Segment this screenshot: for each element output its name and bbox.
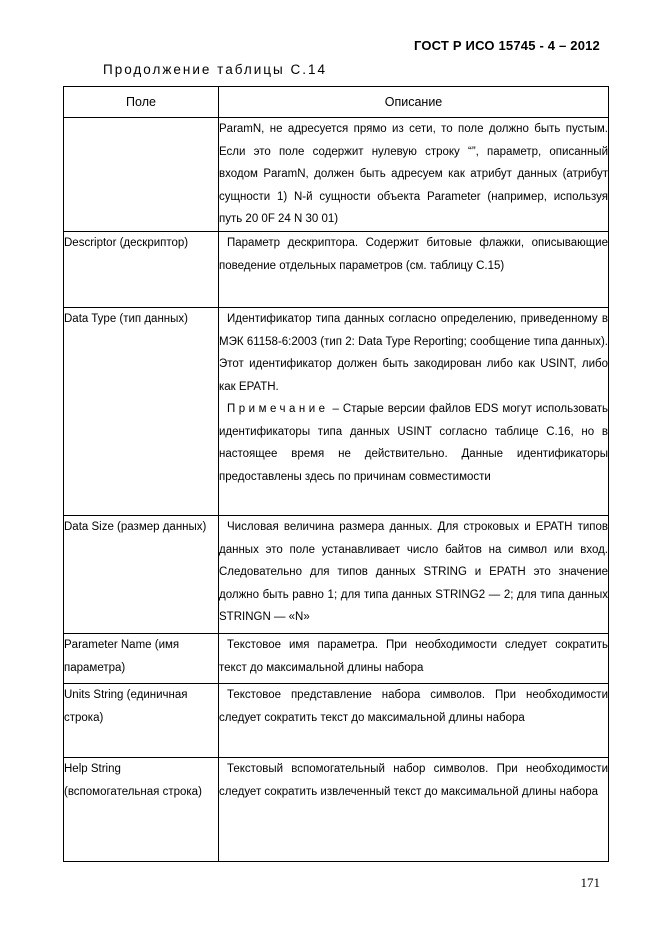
description-text: ParamN, не адресуется прямо из сети, то поле должно быть пустым. Если это поле содержит нулевую строку “”, параметр, описанный входом ParamN, должен быть адресуем как атрибут данных (атрибут сущности 1) N-й сущности объекта Parameter (например, используя путь 20 0F 24 N 30 01) <box>219 123 608 225</box>
note-label: Примечание <box>227 403 329 415</box>
field-cell: Help String (вспомогательная строка) <box>64 758 219 862</box>
field-cell: Parameter Name (имя параметра) <box>64 634 219 684</box>
parameters-table <box>63 86 609 862</box>
page-number: 171 <box>580 875 600 890</box>
field-cell <box>64 118 219 232</box>
field-cell: Data Type (тип данных) <box>64 308 219 516</box>
description-text: Текстовый вспомогательный набор символов. При необходимости следует сократить извлеченный текст до максимальной длины набора <box>219 763 608 798</box>
table-row <box>64 308 609 516</box>
description-cell <box>219 118 609 232</box>
description-text: Параметр дескриптора. Содержит битовые флажки, описывающие поведение отдельных параметров (см. таблицу С.15) <box>219 237 608 272</box>
table-row <box>64 232 609 308</box>
description-text: Идентификатор типа данных согласно определению, приведенному в МЭК 61158-6:2003 (тип 2: Data Type Reporting; сообщение типа данных). Этот идентификатор должен быть закодирован либо как USINT, либо как EPATH. <box>219 313 608 393</box>
description-cell <box>219 684 609 758</box>
column-header-description: Описание <box>219 87 609 118</box>
table-header-row <box>64 87 609 118</box>
field-cell: Descriptor (дескриптор) <box>64 232 219 308</box>
table-caption: Продолжение таблицы С.14 <box>103 62 327 77</box>
description-cell <box>219 634 609 684</box>
note-text: – Старые версии файлов EDS могут использовать идентификаторы типа данных USINT согласно таблице С.16, но в настоящее время не действительно. Данные идентификаторы предоставлены здесь по причинам совместимости <box>219 403 608 483</box>
description-text: Текстовое имя параметра. При необходимости следует сократить текст до максимальной длины набора <box>219 639 608 674</box>
description-text: Числовая величина размера данных. Для строковых и EPATH типов данных это поле устанавливает число байтов на символ или вход. Следовательно для типов данных STRING и EPATH это значение должно быть равно 1; для типа данных STRING2 — 2; для типа данных STRINGN — «N» <box>219 521 608 623</box>
table-row <box>64 634 609 684</box>
description-cell <box>219 232 609 308</box>
table-row <box>64 118 609 232</box>
column-header-field: Поле <box>64 87 219 118</box>
table-row <box>64 684 609 758</box>
standard-header: ГОСТ Р ИСО 15745 - 4 – 2012 <box>413 38 600 53</box>
table-row <box>64 758 609 862</box>
description-cell <box>219 516 609 634</box>
field-cell: Units String (единичная строка) <box>64 684 219 758</box>
field-cell: Data Size (размер данных) <box>64 516 219 634</box>
table-row <box>64 516 609 634</box>
note-paragraph <box>219 398 608 488</box>
description-cell <box>219 758 609 862</box>
description-cell <box>219 308 609 516</box>
description-text: Текстовое представление набора символов. При необходимости следует сократить текст до максимальной длины набора <box>219 689 608 724</box>
